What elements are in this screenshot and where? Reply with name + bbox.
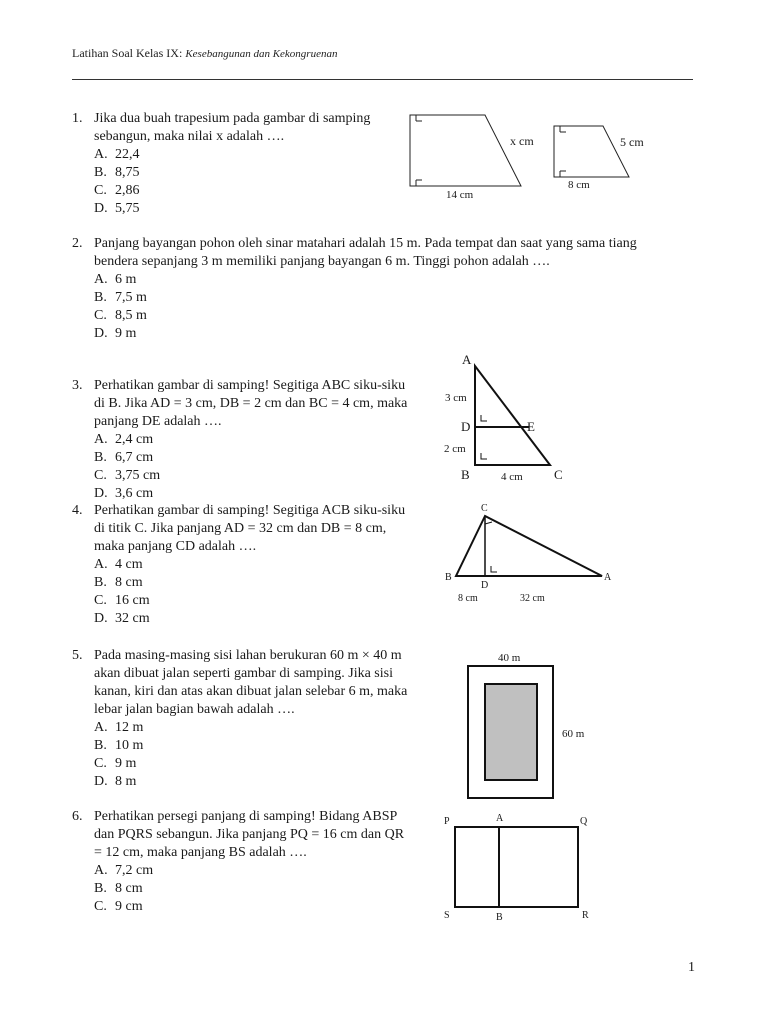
vertex-p: P xyxy=(444,816,450,827)
question-number: 2. xyxy=(72,236,83,251)
stem-line: = 12 cm, maka panjang BS adalah …. xyxy=(94,845,307,860)
question-stem xyxy=(94,235,637,271)
label-32: 32 cm xyxy=(520,593,545,604)
stem-line: bendera sepanjang 3 m memiliki panjang bayangan 6 m. Tinggi pohon adalah …. xyxy=(94,254,550,269)
right-angle-marker xyxy=(481,415,487,421)
vertex-a: A xyxy=(462,352,472,367)
question-number: 5. xyxy=(72,648,83,663)
stem-line: Perhatikan gambar di samping! Segitiga ABC siku-siku xyxy=(94,378,406,393)
option-a: A. 22,4 xyxy=(94,147,140,162)
question-stem xyxy=(94,808,404,862)
question-stem xyxy=(94,110,370,146)
stem-line: panjang DE adalah …. xyxy=(94,414,222,429)
label-14: 14 cm xyxy=(446,189,474,201)
stem-line: dan PQRS sebangun. Jika panjang PQ = 16 cm dan QR xyxy=(94,827,405,842)
label-40: 40 m xyxy=(498,652,521,664)
stem-line: lebar jalan bagian bawah adalah …. xyxy=(94,702,295,717)
small-trapezoid xyxy=(554,126,629,177)
stem-line: Perhatikan gambar di samping! Segitiga ACB siku-siku xyxy=(94,503,406,518)
right-angle-marker xyxy=(416,115,422,121)
option-list xyxy=(94,862,153,916)
header-divider xyxy=(72,79,693,80)
right-angle-marker xyxy=(491,566,497,572)
label-8: 8 cm xyxy=(568,179,590,191)
option-c: C. 2,86 xyxy=(94,183,140,198)
right-angle-marker xyxy=(481,453,487,459)
stem-line: sebangun, maka nilai x adalah …. xyxy=(94,129,285,144)
stem-line: di titik C. Jika panjang AD = 32 cm dan DB = 8 cm, xyxy=(94,521,387,536)
option-b: B. 8 cm xyxy=(94,575,143,590)
vertex-a: A xyxy=(496,813,504,824)
right-angle-marker xyxy=(416,180,422,186)
option-b: B. 10 m xyxy=(94,738,144,753)
figure-trapezoids xyxy=(400,105,660,205)
option-d: D. 8 m xyxy=(94,774,137,789)
option-d: D. 5,75 xyxy=(94,201,140,216)
stem-line: maka panjang CD adalah …. xyxy=(94,539,257,554)
vertex-c: C xyxy=(554,467,563,482)
triangle-acb xyxy=(456,516,602,576)
vertex-c: C xyxy=(481,503,488,514)
right-angle-marker xyxy=(560,126,566,132)
label-5: 5 cm xyxy=(620,135,644,149)
large-trapezoid xyxy=(410,115,521,186)
figure-triangle-acb xyxy=(440,500,620,605)
option-list xyxy=(94,719,143,791)
rectangle-pqrs xyxy=(455,827,578,907)
option-c: C. 9 m xyxy=(94,756,137,771)
stem-line: di B. Jika AD = 3 cm, DB = 2 cm dan BC = 4 cm, maka xyxy=(94,396,408,411)
option-a: A. 7,2 cm xyxy=(94,863,154,878)
header-subtitle: Kesebangunan dan Kekongruenan xyxy=(185,48,338,60)
vertex-d: D xyxy=(461,419,471,434)
label-4: 4 cm xyxy=(501,471,523,483)
label-3: 3 cm xyxy=(445,392,467,404)
stem-line: Panjang bayangan pohon oleh sinar matahari adalah 15 m. Pada tempat dan saat yang sama tiang xyxy=(94,236,637,251)
page-header xyxy=(72,46,337,61)
option-c: C. 8,5 m xyxy=(94,308,147,323)
vertex-b: B xyxy=(445,572,452,583)
option-a: A. 12 m xyxy=(94,720,144,735)
option-c: C. 3,75 cm xyxy=(94,468,161,483)
option-b: B. 6,7 cm xyxy=(94,450,154,465)
vertex-r: R xyxy=(582,910,589,921)
header-title: Latihan Soal Kelas IX: xyxy=(72,46,183,60)
inner-land xyxy=(485,684,537,780)
option-d: D. 32 cm xyxy=(94,611,150,626)
question-stem xyxy=(94,377,407,431)
stem-line: Jika dua buah trapesium pada gambar di samping xyxy=(94,111,371,126)
option-b: B. 8,75 xyxy=(94,165,140,180)
question-stem xyxy=(94,502,405,556)
figure-land-plot xyxy=(460,645,600,805)
stem-line: Pada masing-masing sisi lahan berukuran 60 m × 40 m xyxy=(94,648,402,663)
question-number: 1. xyxy=(72,111,83,126)
label-x: x cm xyxy=(510,134,534,148)
option-c: C. 9 cm xyxy=(94,899,143,914)
triangle-abc xyxy=(475,366,550,465)
question-number: 4. xyxy=(72,503,83,518)
vertex-b: B xyxy=(496,912,503,923)
question-stem xyxy=(94,647,407,719)
vertex-e: E xyxy=(527,419,535,434)
right-angle-marker xyxy=(485,522,492,524)
option-a: A. 4 cm xyxy=(94,557,143,572)
vertex-q: Q xyxy=(580,816,588,827)
option-list xyxy=(94,556,150,628)
option-b: B. 8 cm xyxy=(94,881,143,896)
option-c: C. 16 cm xyxy=(94,593,150,608)
page-number: 1 xyxy=(688,960,695,975)
vertex-a: A xyxy=(604,572,612,583)
option-a: A. 6 m xyxy=(94,272,137,287)
option-d: D. 9 m xyxy=(94,326,137,341)
label-60: 60 m xyxy=(562,728,585,740)
stem-line: kanan, kiri dan atas akan dibuat jalan selebar 6 m, maka xyxy=(94,684,408,699)
option-a: A. 2,4 cm xyxy=(94,432,154,447)
label-2: 2 cm xyxy=(444,443,466,455)
question-number: 6. xyxy=(72,809,83,824)
vertex-d: D xyxy=(481,580,489,591)
label-8: 8 cm xyxy=(458,593,478,604)
right-angle-marker xyxy=(560,171,566,177)
figure-triangle-abc xyxy=(440,350,580,485)
option-b: B. 7,5 m xyxy=(94,290,147,305)
option-list xyxy=(94,431,160,503)
stem-line: Perhatikan persegi panjang di samping! Bidang ABSP xyxy=(94,809,398,824)
option-list xyxy=(94,271,147,343)
question-number: 3. xyxy=(72,378,83,393)
stem-line: akan dibuat jalan seperti gambar di samping. Jika sisi xyxy=(94,666,393,681)
figure-rectangle-pqrs xyxy=(440,810,600,925)
option-list xyxy=(94,146,140,218)
vertex-b: B xyxy=(461,467,470,482)
vertex-s: S xyxy=(444,910,450,921)
option-d: D. 3,6 cm xyxy=(94,486,154,501)
